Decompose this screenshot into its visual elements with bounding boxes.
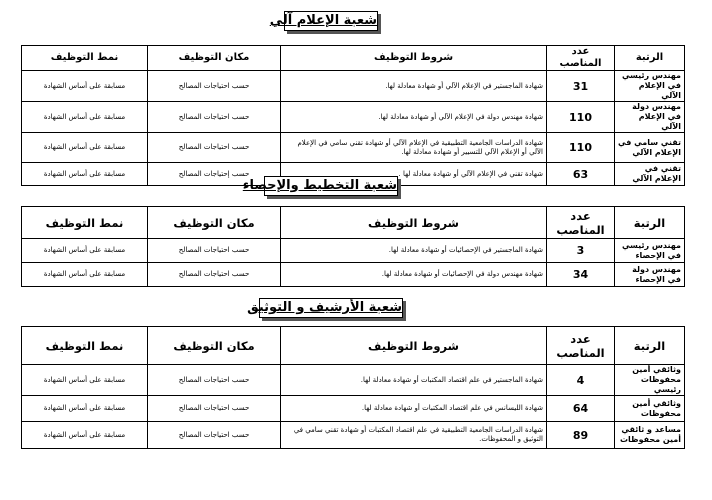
mode-cell: مسابقة على أساس الشهادة	[22, 422, 148, 449]
header-conditions: شروط التوظيف	[281, 207, 547, 239]
mode-cell: مسابقة على أساس الشهادة	[22, 263, 148, 287]
count-cell: 89	[547, 422, 615, 449]
header-conditions: شروط التوظيف	[281, 327, 547, 365]
table-row	[22, 133, 685, 163]
table-row	[22, 365, 685, 396]
table-header-row	[22, 207, 685, 239]
place-cell: حسب احتياجات المصالح	[148, 71, 281, 102]
header-count: عدد المناصب	[547, 46, 615, 71]
table-row	[22, 396, 685, 422]
table-header-row	[22, 327, 685, 365]
count-cell: 110	[547, 102, 615, 133]
mode-cell: مسابقة على أساس الشهادة	[22, 396, 148, 422]
mode-cell: مسابقة على أساس الشهادة	[22, 239, 148, 263]
header-mode: نمط التوظيف	[22, 327, 148, 365]
rank-cell: تقني سامي في الإعلام الآلي	[615, 133, 685, 163]
conditions-cell: شهادة الماجستير في الإعلام الآلي أو شهادة معادلة لها.	[281, 71, 547, 102]
header-mode: نمط التوظيف	[22, 46, 148, 71]
table-row	[22, 102, 685, 133]
place-cell: حسب إحتياجات المصالح	[148, 163, 281, 186]
conditions-cell: شهادة تقني في الإعلام الآلي أو شهادة معادلة لها .	[281, 163, 547, 186]
conditions-cell: شهادة الليسانس في علم اقتصاد المكتبات أو شهادة معادلة لها.	[281, 396, 547, 422]
rank-cell: مهندس رئيسي في الإحصاء	[615, 239, 685, 263]
mode-cell: مسابقة على أساس الشهادة	[22, 71, 148, 102]
mode-cell: مسابقة على أساس الشهادة	[22, 163, 148, 186]
header-rank: الرتبة	[615, 327, 685, 365]
positions-table	[21, 206, 685, 287]
rank-cell: مهندس رئيسي في الإعلام الآلي	[615, 71, 685, 102]
positions-table	[21, 326, 685, 449]
conditions-cell: شهادة مهندس دولة في الإحصائيات أو شهادة معادلة لها.	[281, 263, 547, 287]
rank-cell: مساعد و ثائقي أمين محفوظات	[615, 422, 685, 449]
section-title: شعبة الإعلام آلي	[284, 11, 378, 31]
rank-cell: وثائقي أمين محفوظات رئيسي	[615, 365, 685, 396]
rank-cell: مهندس دولة في الإحصاء	[615, 263, 685, 287]
positions-table	[21, 45, 685, 186]
conditions-cell: شهادة الدراسات الجامعية التطبيقية في علم اقتصاد المكتبات أو شهادة تقني سامي في التوثيق و المحفوظات.	[281, 422, 547, 449]
section-title: شعبة التخطيط والإحصاء	[264, 176, 398, 196]
place-cell: حسب احتياجات المصالح	[148, 263, 281, 287]
count-cell: 110	[547, 133, 615, 163]
conditions-cell: شهادة مهندس دولة في الإعلام الآلي أو شهادة معادلة لها.	[281, 102, 547, 133]
count-cell: 3	[547, 239, 615, 263]
count-cell: 64	[547, 396, 615, 422]
header-place: مكان التوظيف	[148, 327, 281, 365]
count-cell: 34	[547, 263, 615, 287]
count-cell: 31	[547, 71, 615, 102]
place-cell: حسب احتياجات المصالح	[148, 133, 281, 163]
place-cell: حسب احتياجات المصالح	[148, 422, 281, 449]
header-rank: الرتبة	[615, 46, 685, 71]
count-cell: 4	[547, 365, 615, 396]
rank-cell: مهندس دولة في الإعلام الآلي	[615, 102, 685, 133]
place-cell: حسب احتياجات المصالح	[148, 102, 281, 133]
place-cell: حسب احتياجات المصالح	[148, 396, 281, 422]
mode-cell: مسابقة على أساس الشهادة	[22, 133, 148, 163]
header-place: مكان التوظيف	[148, 207, 281, 239]
table-row	[22, 422, 685, 449]
mode-cell: مسابقة على أساس الشهادة	[22, 102, 148, 133]
header-count: عدد المناصب	[547, 207, 615, 239]
section-title: شعبة الأرشيف و التوثيق	[259, 298, 403, 318]
conditions-cell: شهادة الدراسات الجامعية التطبيقية في الإعلام الآلي أو شهادة تقني سامي في الإعلام الآلي أو الإعلام الآلي للتسيير أو شهادة معادلة لها.	[281, 133, 547, 163]
conditions-cell: شهادة الماجستير في علم اقتصاد المكتبات أو شهادة معادلة لها.	[281, 365, 547, 396]
header-place: مكان التوظيف	[148, 46, 281, 71]
header-mode: نمط التوظيف	[22, 207, 148, 239]
mode-cell: مسابقة على أساس الشهادة	[22, 365, 148, 396]
table-row	[22, 263, 685, 287]
place-cell: حسب احتياجات المصالح	[148, 365, 281, 396]
rank-cell: وثائقي أمين محفوظات	[615, 396, 685, 422]
table-row	[22, 71, 685, 102]
header-conditions: شروط التوظيف	[281, 46, 547, 71]
table-row	[22, 239, 685, 263]
header-rank: الرتبة	[615, 207, 685, 239]
place-cell: حسب احتياجات المصالح	[148, 239, 281, 263]
table-header-row	[22, 46, 685, 71]
rank-cell: تقني في الإعلام الآلي	[615, 163, 685, 186]
count-cell: 63	[547, 163, 615, 186]
conditions-cell: شهادة الماجستير في الإحصائيات أو شهادة معادلة لها.	[281, 239, 547, 263]
header-count: عدد المناصب	[547, 327, 615, 365]
